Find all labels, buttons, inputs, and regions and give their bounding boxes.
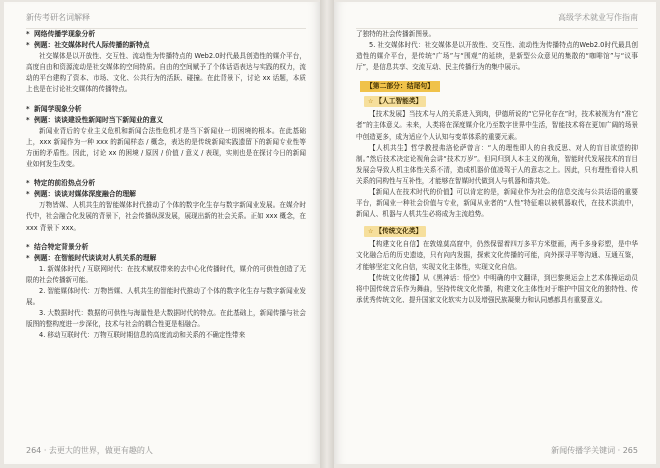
bullet-star-icon: * [26, 190, 30, 199]
paragraph: 1. 新媒体时代 / 互联网时代：在技术赋权带来的去中心化传播时代，媒介的可供性创造了无限的社会传播新可能。 [26, 264, 306, 284]
paragraph: 3. 大数据时代：数据的可供性与海量性是大数据时代的特点。在此基础上，新闻传播与社会版图的整构度进一步深化，技术与社会的耦合性更是相融合。 [26, 309, 306, 329]
heading-text: 特定的前沿热点分析 [34, 179, 96, 188]
bullet-heading [26, 115, 306, 126]
bullet-star-icon: * [26, 253, 30, 262]
bullet-heading [26, 242, 306, 253]
category-tag-text: 【传统文化类】 [375, 227, 423, 236]
heading-text: 网络传播学现象分析 [34, 30, 96, 38]
category-tag-row [356, 94, 638, 109]
bullet-heading [26, 104, 306, 115]
bullet-star-icon: * [26, 179, 30, 188]
category-tag-text: 【人工智能类】 [375, 97, 423, 106]
category-tag-row [356, 224, 638, 239]
running-head-left: 新传考研名词解释 [26, 12, 306, 29]
paragraph: 【新闻人在技术时代的价值】可以肯定的是，新闻业作为社会的信息交流与公共话语的重要平台，新闻业一种社会价值与专业，新闻从业者的“人性”特征难以被机器取代，在技术洪流中，新闻人、机器与人机共生必将成为主流趋势。 [356, 188, 638, 219]
heading-text: 新闻学现象分析 [34, 104, 82, 113]
star-icon: ☆ [368, 228, 374, 236]
bullet-heading [26, 253, 306, 264]
heading-text: 例题：谈谈建设性新闻时当下新闻业的意义 [34, 115, 164, 124]
right-page [334, 2, 656, 464]
bullet-heading [26, 189, 306, 200]
bullet-star-icon: * [26, 30, 30, 38]
page-number-right: 新闻传播学关键词 · 265 [551, 446, 638, 455]
category-tag [364, 226, 426, 237]
heading-text: 结合特定背景分析 [34, 242, 89, 251]
section-heading-row [356, 77, 638, 94]
category-tag [364, 96, 426, 107]
paragraph: 新闻业背后的专业主义危机和新闻合法性危机才是当下新闻业一切困境的根本。在此基础上，xxx 新闻作为一种 xxx 的新闻样态 / 概念，表达的是传统新闻实践遗留下的新闻专业性等方面的矛盾性。因此，讨论 xx 的困境 / 原因 / 价值 / 意义 / 表现，实则也是在探讨今日的新闻业如何发生改变。 [26, 126, 306, 169]
heading-text: 例题：社交媒体时代人际传播的新特点 [34, 41, 150, 50]
spacer [26, 96, 306, 104]
left-page [4, 2, 320, 464]
paragraph: 【构建文化自信】在敦煌莫高窟中，仍然保留着四万多平方米壁画，两千多身彩塑，是中华文化融合后的历史遗迹，只有向内发掘，探索文化传播的可能，向外探寻平等沟通、互通互鉴，才能够坚定文化自信，实现文化主体性，实现文化自信。 [356, 240, 638, 271]
paragraph: 社交媒体是以开放性、交互性、流动性为传播特点的 Web2.0时代最具创造性的媒介平台，高度自由和资源流动是社交媒体的空间特质。自由的空间赋予了个体话语表达与实践的权力，流动的平台建构了资本、市场、文化、公共行为的活跃、碰撞。在此背景下，讨论 xx 话题，本质上也是在讨论社交媒体的传播特点。 [26, 52, 306, 94]
bullet-heading [26, 40, 306, 51]
left-page-body [26, 29, 306, 341]
page-number-left: 264 · 去更大的世界，做更有趣的人 [26, 446, 153, 455]
spacer [26, 234, 306, 242]
heading-text: 例题：在智能时代谈谈对人机关系的理解 [34, 253, 157, 262]
paragraph: 【技术发展】当技术与人的关系进入到肉，伊德所说的“它异化存在”时，技术被视为有“准它者”的主体意义。未来，人类将在深度媒介化乃至数字世界中生活，智能技术将在更加广阔的场景中创造更多，成为适应个人认知与变革体系的重要元素。 [356, 110, 638, 141]
bullet-heading [26, 178, 306, 189]
paragraph: 【人机共生】哲学教授弗洛伦萨曾言：“人的理性即人的自我反思、对人的盲目欲望的抑制。”然后技术决定论视角会讲“技术万岁”。但同归到人本主义的视角，智能时代发展技术的盲目发展会导致人机主体性关系不清，造成机器价值凌驾于人的意志之上。因此，只有理性看待人机关系的同构性与互补性，才能够在智媒时代做到人与机器和谐共处。 [356, 143, 638, 185]
bullet-star-icon: * [26, 104, 30, 113]
spacer [26, 170, 306, 178]
bullet-star-icon: * [26, 242, 30, 251]
paragraph: 【传统文化传播】从《黑神话：悟空》中明确的中文翻译，到巴黎奥运会上艺术体操运动员将中国传统音乐作为舞曲，坚持传统文化传播，构建文化主体性对于维护中国文化的独特性、传承优秀传统文化、提升国家文化软实力以及增强民族凝聚力和认同感都具有重要意义。 [356, 273, 638, 304]
bullet-star-icon: * [26, 115, 30, 124]
star-icon: ☆ [368, 98, 374, 106]
bullet-heading [26, 29, 306, 40]
right-page-body [356, 29, 638, 306]
paragraph: 万物皆媒、人机共生的智能媒体时代推动了个体的数字化生存与数字新闻业发展。在媒介时代中，社会融合化发展的背景下，社会传播纵深发展，展现出新的社会关系。正如 xxx 概念，在 xxx 背景下 xxx。 [26, 201, 306, 232]
heading-text: 例题：谈谈对媒体深度融合的理解 [34, 190, 136, 199]
paragraph: 4. 移动互联时代：万物互联时期信息的高度流动和关系的不确定性带来 [39, 331, 246, 340]
running-head-right: 高级学术就业写作指南 [356, 12, 638, 29]
book-gutter [320, 0, 334, 468]
bullet-star-icon: * [26, 41, 30, 50]
paragraph: 了独特的社会传播新图景。 [356, 30, 436, 38]
section-heading: 【第二部分：结尾句】 [360, 81, 440, 92]
paragraph: 5. 社交媒体时代：社交媒体是以开放性、交互性、流动性为传播特点的Web2.0时代最具创造性的媒介平台，是传统“广场”与“围观”的延续，是新型公众意见的集散的“咖啡馆”与“议事厅”，是信息共享、交流互动、民主传播行为的集中展示。 [356, 41, 638, 72]
paragraph: 2. 智能媒体时代：万物皆媒、人机共生的智能时代推动了个体的数字化生存与数字新闻业发展。 [26, 286, 306, 307]
